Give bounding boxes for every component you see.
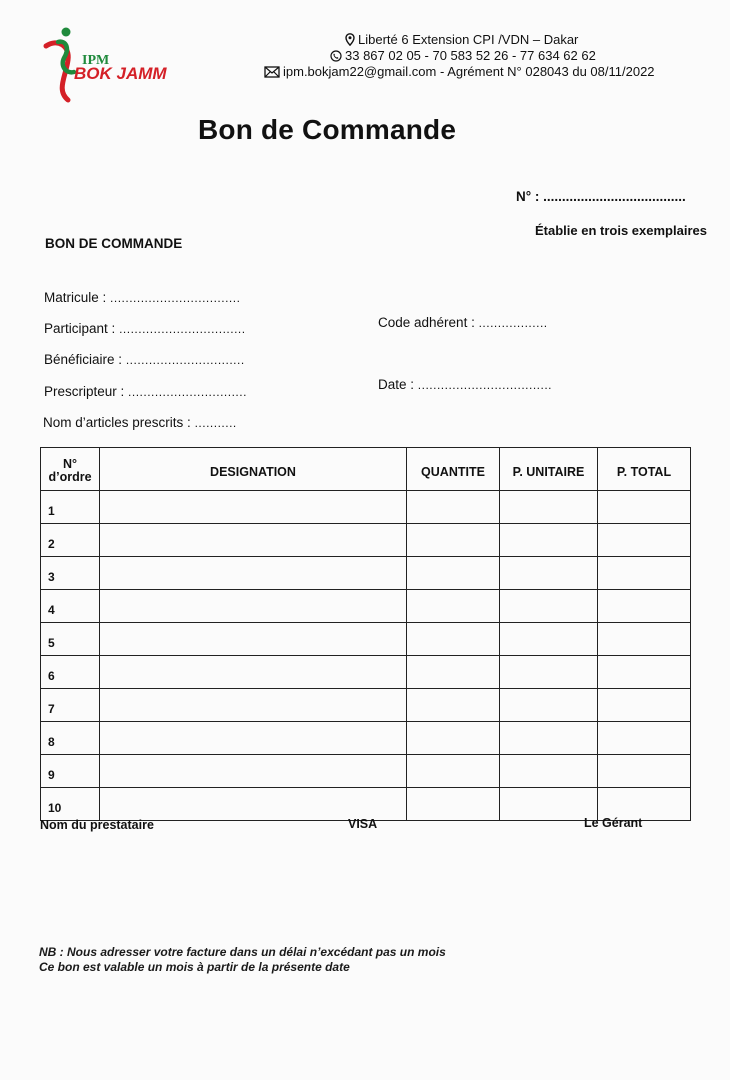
header-order-number-line1: N° [62,457,78,471]
table-row [41,491,691,524]
cell-prix-unitaire[interactable] [500,590,598,623]
header-order-number-line2: d’ordre [48,470,92,484]
table-row [41,755,691,788]
envelope-icon [264,66,280,78]
row-number: 10 [41,788,100,821]
participant-field[interactable] [44,321,246,336]
cell-designation[interactable] [100,689,407,722]
header-quantite: QUANTITE [407,448,500,491]
copies-note: Établie en trois exemplaires [535,223,707,238]
row-number: 7 [41,689,100,722]
cell-prix-total[interactable] [598,689,691,722]
prescripteur-dots: ............................... [128,385,247,399]
code-adherent-dots: .................. [478,316,548,330]
order-number-dots: ...................................... [543,189,686,204]
note-invoice-deadline [39,945,446,959]
prescripteur-field[interactable] [44,384,247,399]
date-dots: ................................... [417,378,552,392]
header-prix-unitaire: P. UNITAIRE [500,448,598,491]
cell-quantite[interactable] [407,656,500,689]
cell-designation[interactable] [100,524,407,557]
cell-designation[interactable] [100,623,407,656]
nom-articles-label: Nom d’articles prescrits : [43,415,191,430]
nom-articles-dots: ........... [194,416,237,430]
row-number: 3 [41,557,100,590]
document-title: Bon de Commande [198,114,457,145]
prescripteur-label: Prescripteur : [44,384,125,399]
table-row [41,590,691,623]
cell-prix-unitaire[interactable] [500,755,598,788]
beneficiaire-dots: ............................... [125,353,245,367]
phone-icon [330,50,342,62]
cell-prix-total[interactable] [598,557,691,590]
row-number: 6 [41,656,100,689]
cell-prix-total[interactable] [598,590,691,623]
cell-designation[interactable] [100,755,407,788]
row-number: 1 [41,491,100,524]
date-field[interactable] [378,377,552,392]
table-row [41,623,691,656]
signature-gerant: Le Gérant [584,816,643,830]
row-number: 8 [41,722,100,755]
order-rows [41,491,691,821]
note-validity: Ce bon est valable un mois à partir de la présente date [39,960,350,974]
cell-prix-unitaire[interactable] [500,557,598,590]
ipm-bok-jamm-logo [36,24,196,104]
row-number: 9 [41,755,100,788]
cell-quantite[interactable] [407,590,500,623]
cell-prix-unitaire[interactable] [500,689,598,722]
address-line [345,32,578,47]
location-pin-icon [345,33,355,46]
cell-quantite[interactable] [407,491,500,524]
note-prefix: NB : [39,945,64,959]
beneficiaire-label: Bénéficiaire : [44,352,123,367]
phone-line [330,48,596,63]
table-row [41,722,691,755]
cell-designation[interactable] [100,590,407,623]
cell-prix-unitaire[interactable] [500,656,598,689]
cell-prix-total[interactable] [598,755,691,788]
cell-quantite[interactable] [407,524,500,557]
cell-designation[interactable] [100,491,407,524]
table-row [41,656,691,689]
note-invoice-text: Nous adresser votre facture dans un délai n’excédant pas un mois [63,945,446,959]
cell-prix-unitaire[interactable] [500,722,598,755]
cell-quantite[interactable] [407,623,500,656]
cell-prix-total[interactable] [598,722,691,755]
cell-prix-total[interactable] [598,656,691,689]
matricule-label: Matricule : [44,290,107,305]
header-designation: DESIGNATION [100,448,407,491]
date-label: Date : [378,377,415,392]
cell-prix-total[interactable] [598,491,691,524]
matricule-dots: .................................. [110,291,241,305]
beneficiaire-field[interactable] [44,352,245,367]
cell-designation[interactable] [100,557,407,590]
form-heading: BON DE COMMANDE [45,236,183,251]
cell-quantite[interactable] [407,689,500,722]
signature-visa: VISA [348,817,378,831]
order-table [40,447,691,821]
code-adherent-field[interactable] [378,315,548,330]
signature-prestataire: Nom du prestataire [40,818,154,832]
logo-text-ipm: IPM [82,53,110,68]
address-text: Liberté 6 Extension CPI /VDN – Dakar [358,32,579,47]
email-approval-text: ipm.bokjam22@gmail.com - Agrément N° 028043 du 08/11/2022 [283,64,655,79]
header-prix-total: P. TOTAL [598,448,691,491]
participant-label: Participant : [44,321,116,336]
row-number: 2 [41,524,100,557]
logo-text-bok-jamm: BOK JAMM [74,64,167,83]
code-adherent-label: Code adhérent : [378,315,475,330]
cell-prix-total[interactable] [598,623,691,656]
nom-articles-field[interactable] [43,415,237,430]
table-row [41,524,691,557]
header-order-number [41,448,100,491]
participant-dots: ................................. [119,322,246,336]
table-header-row [41,448,691,491]
row-number: 5 [41,623,100,656]
order-number-label: N° : [516,189,540,204]
cell-designation[interactable] [100,788,407,821]
cell-quantite[interactable] [407,722,500,755]
cell-designation[interactable] [100,722,407,755]
cell-prix-unitaire[interactable] [500,623,598,656]
table-row [41,689,691,722]
row-number: 4 [41,590,100,623]
cell-quantite[interactable] [407,788,500,821]
phone-numbers: 33 867 02 05 - 70 583 52 26 - 77 634 62 62 [345,48,596,63]
table-row [41,557,691,590]
cell-prix-unitaire[interactable] [500,788,598,821]
order-number-field[interactable] [516,189,686,204]
cell-prix-unitaire[interactable] [500,491,598,524]
cell-quantite[interactable] [407,755,500,788]
cell-designation[interactable] [100,656,407,689]
matricule-field[interactable] [44,290,240,305]
cell-prix-total[interactable] [598,524,691,557]
cell-prix-unitaire[interactable] [500,524,598,557]
email-line [264,64,655,79]
cell-quantite[interactable] [407,557,500,590]
